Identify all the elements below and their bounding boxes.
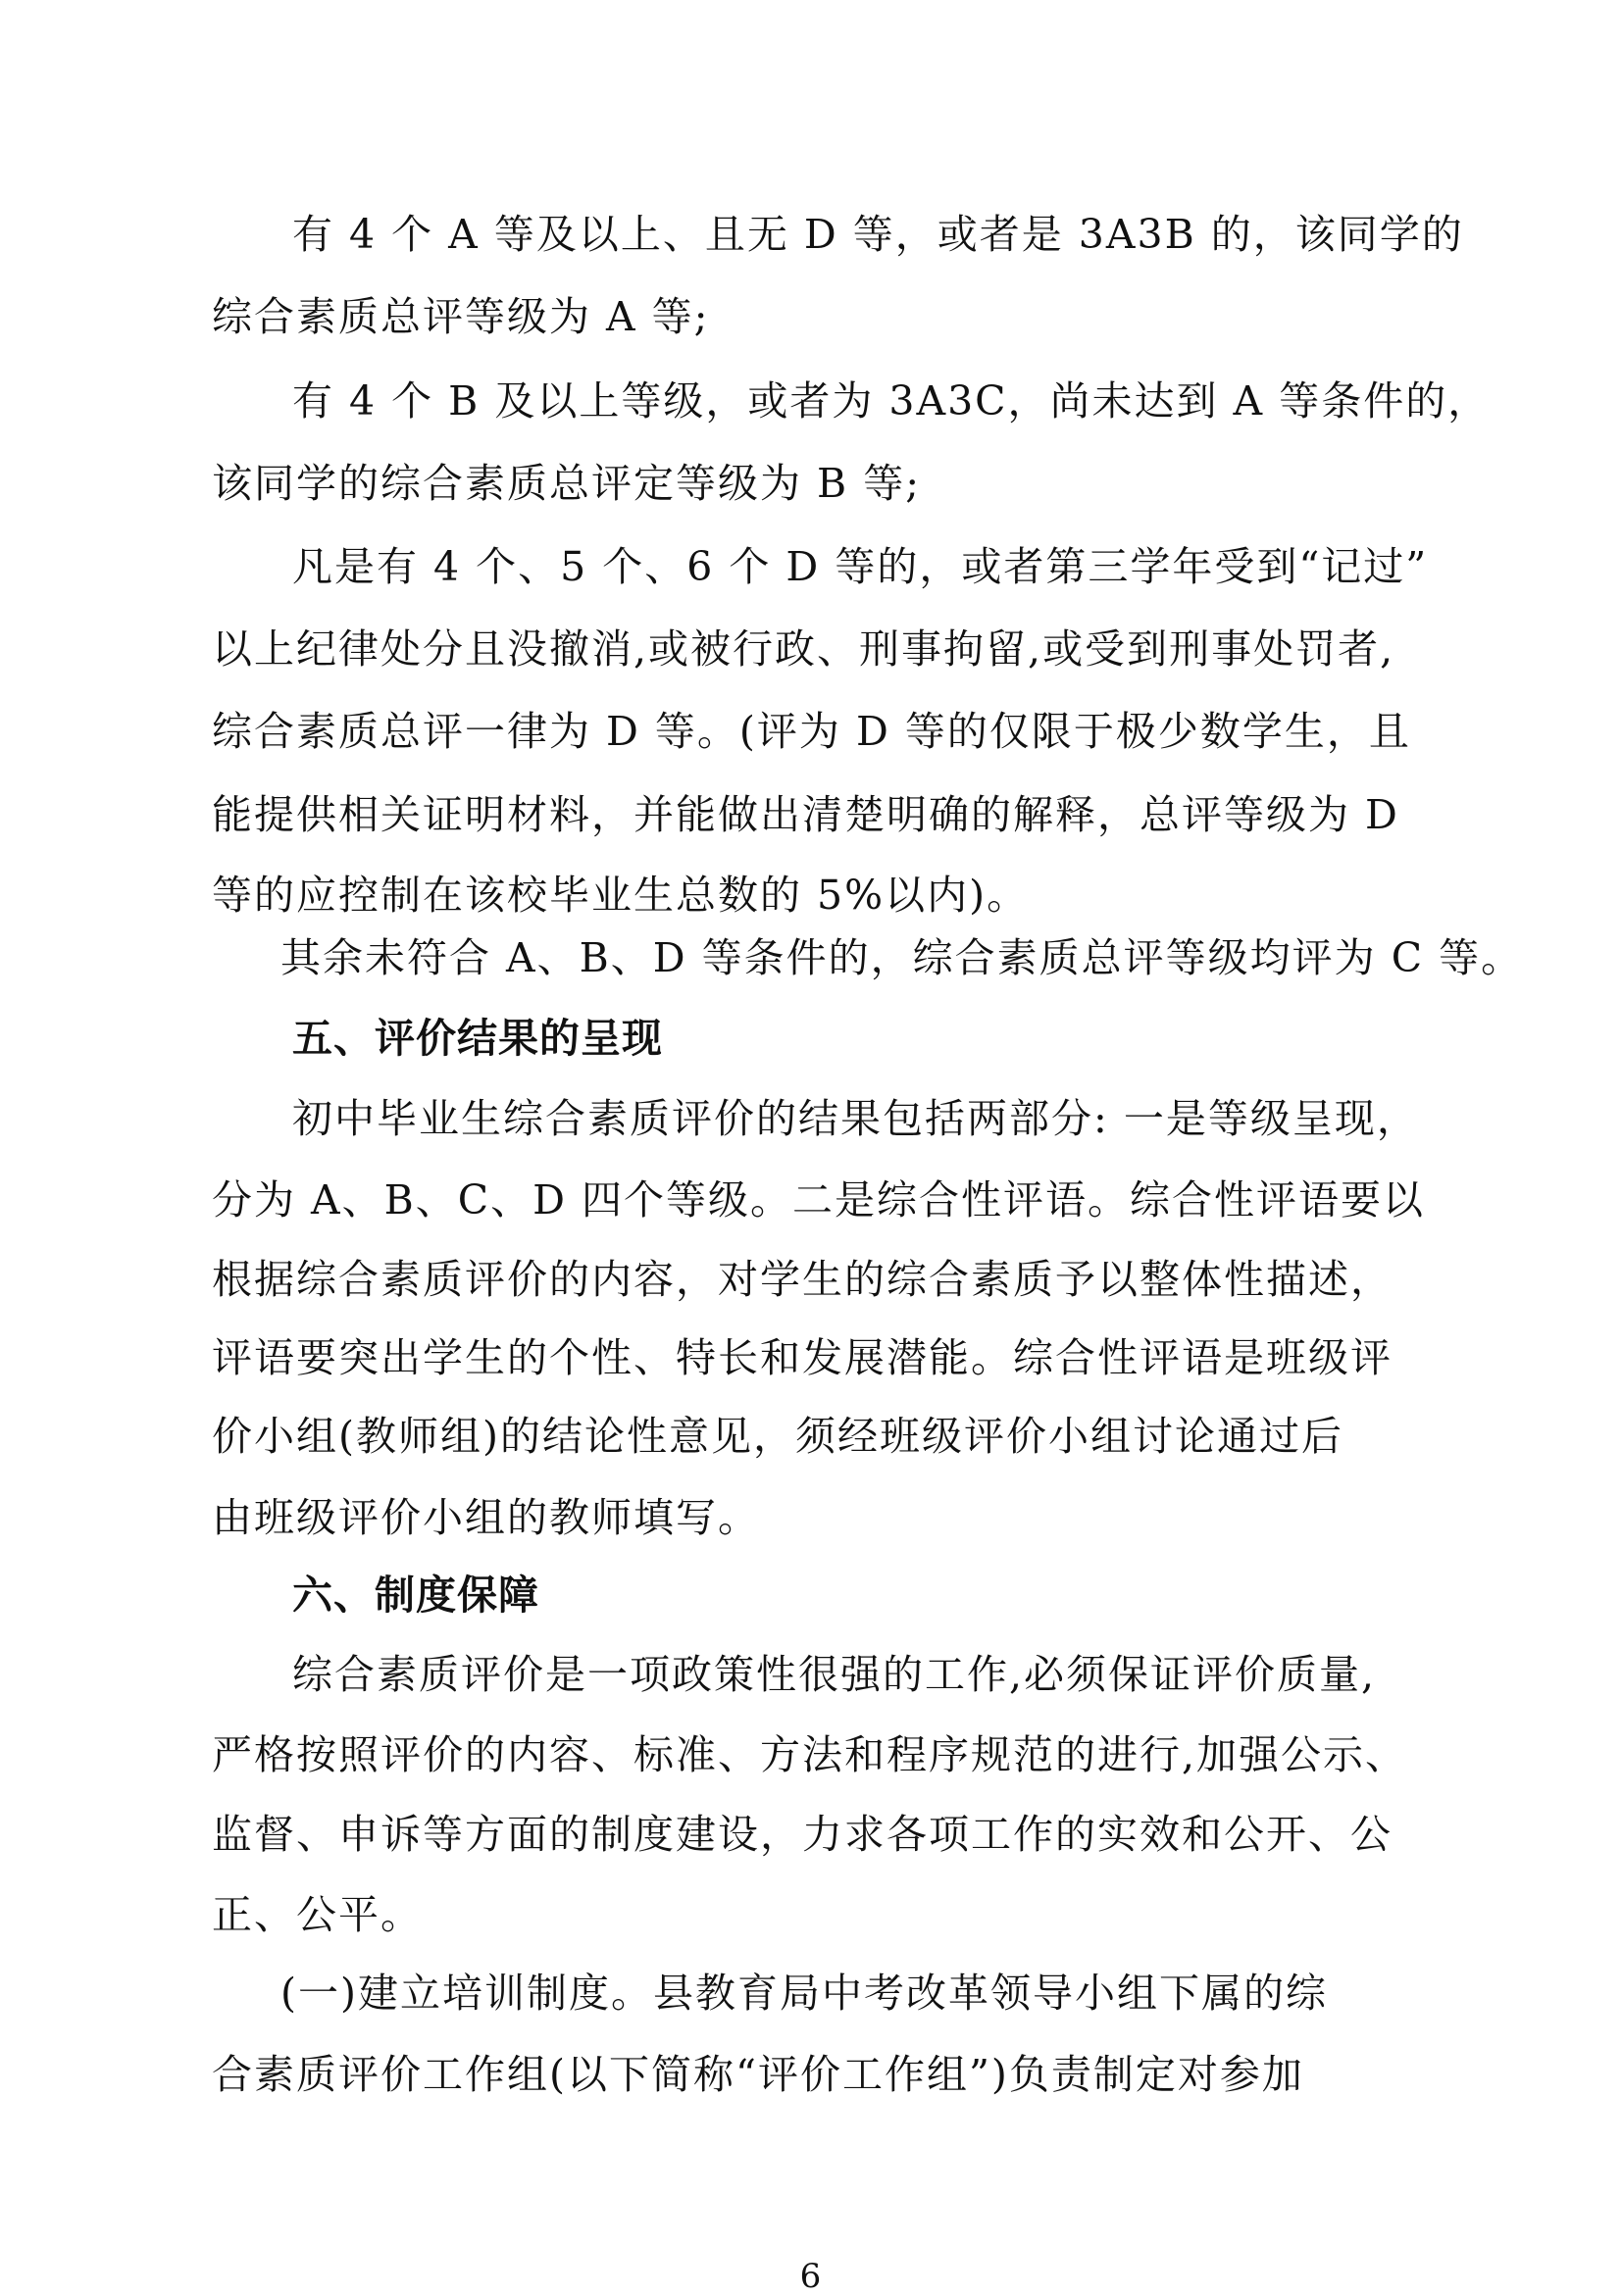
paragraph-line: 评语要突出学生的个性、特长和发展潜能。综合性评语是班级评 xyxy=(212,1334,1393,1381)
paragraph-line: 其余未符合 A、B、D 等条件的，综合素质总评等级均评为 C 等。 xyxy=(280,934,1524,981)
paragraph-line: 监督、申诉等方面的制度建设，力求各项工作的实效和公开、公 xyxy=(212,1811,1393,1858)
paragraph-line: 由班级评价小组的教师填写。 xyxy=(212,1494,760,1541)
paragraph-line: 合素质评价工作组(以下简称“评价工作组”)负责制定对参加 xyxy=(212,2051,1304,2098)
paragraph-line: 有 4 个 A 等及以上、且无 D 等，或者是 3A3B 的，该同学的 xyxy=(292,211,1464,258)
paragraph-line: 有 4 个 B 及以上等级，或者为 3A3C，尚未达到 A 等条件的， xyxy=(292,377,1491,424)
paragraph-line: 根据综合素质评价的内容，对学生的综合素质予以整体性描述， xyxy=(212,1256,1393,1303)
paragraph-line: (一)建立培训制度。县教育局中考改革领导小组下属的综 xyxy=(280,1970,1328,2017)
section-heading: 五、评价结果的呈现 xyxy=(292,1015,663,1062)
page-number: 6 xyxy=(799,2257,822,2296)
paragraph-line: 以上纪律处分且没撤消,或被行政、刑事拘留,或受到刑事处罚者, xyxy=(212,625,1395,673)
paragraph-line: 综合素质评价是一项政策性很强的工作,必须保证评价质量, xyxy=(292,1651,1377,1698)
paragraph-line: 正、公平。 xyxy=(212,1891,423,1938)
paragraph-line: 能提供相关证明材料，并能做出清楚明确的解释，总评等级为 D xyxy=(212,791,1399,838)
section-heading: 六、制度保障 xyxy=(292,1572,539,1619)
paragraph-line: 综合素质总评一律为 D 等。(评为 D 等的仅限于极少数学生，且 xyxy=(212,708,1411,755)
paragraph-line: 严格按照评价的内容、标准、方法和程序规范的进行,加强公示、 xyxy=(212,1731,1408,1778)
paragraph-line: 综合素质总评等级为 A 等; xyxy=(212,293,710,340)
paragraph-line: 凡是有 4 个、5 个、6 个 D 等的，或者第三学年受到“记过” xyxy=(292,543,1429,590)
paragraph-line: 价小组(教师组)的结论性意见，须经班级评价小组讨论通过后 xyxy=(212,1413,1343,1460)
paragraph-line: 分为 A、B、C、D 四个等级。二是综合性评语。综合性评语要以 xyxy=(212,1176,1426,1223)
paragraph-line: 等的应控制在该校毕业生总数的 5%以内)。 xyxy=(212,872,1030,919)
paragraph-line: 该同学的综合素质总评定等级为 B 等; xyxy=(212,460,922,507)
paragraph-line: 初中毕业生综合素质评价的结果包括两部分: 一是等级呈现， xyxy=(292,1095,1419,1142)
